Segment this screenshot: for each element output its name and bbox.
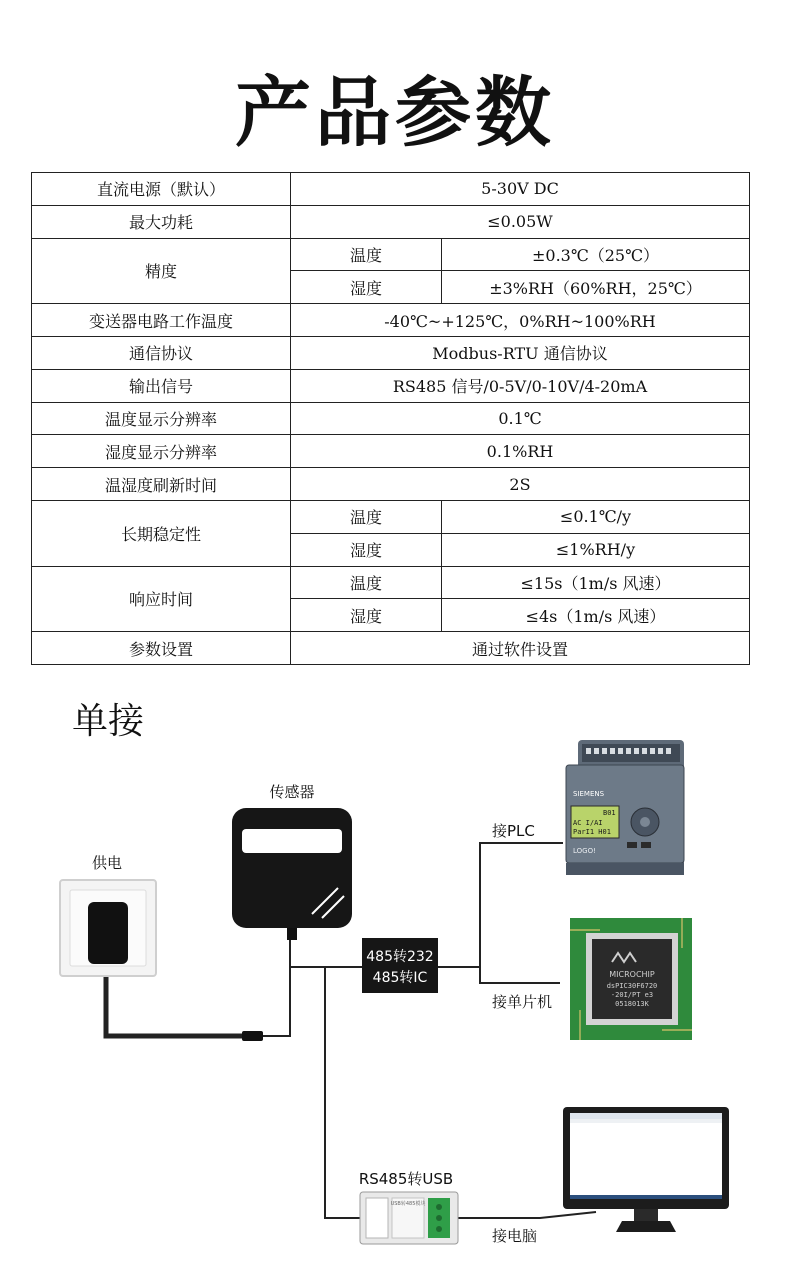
param-name: 最大功耗 xyxy=(32,205,291,238)
plc-model: LOGO! xyxy=(573,847,596,855)
sensor-label: 传感器 xyxy=(269,783,315,801)
sub-param: 湿度 xyxy=(291,533,442,566)
usb-converter-label: RS485转USB xyxy=(358,1170,454,1188)
usb-module-text: USB转485模块 xyxy=(390,1201,426,1207)
param-value: ≤15s（1m/s 风速） xyxy=(442,566,750,599)
sub-param: 温度 xyxy=(291,500,442,533)
param-name: 参数设置 xyxy=(32,632,291,665)
sub-param: 湿度 xyxy=(291,271,442,304)
param-name: 响应时间 xyxy=(32,566,291,632)
param-value: ±3%RH（60%RH，25℃） xyxy=(442,271,750,304)
pc-wire xyxy=(458,1212,596,1218)
power-wire xyxy=(262,940,290,1036)
chip-line2: -20I/PT e3 xyxy=(610,991,654,999)
sub-param: 湿度 xyxy=(291,599,442,632)
sensor-icon xyxy=(232,808,352,940)
sub-param: 温度 xyxy=(291,566,442,599)
param-name: 长期稳定性 xyxy=(32,500,291,566)
param-value: ±0.3℃（25℃） xyxy=(442,238,750,271)
param-value: ≤0.05W xyxy=(291,205,750,238)
plc-label: 接PLC xyxy=(492,822,535,840)
mcu-wire xyxy=(480,967,560,983)
mcu-label: 接单片机 xyxy=(492,993,553,1011)
param-value: ≤4s（1m/s 风速） xyxy=(442,599,750,632)
plc-screen-line3: ParI1 H01 xyxy=(573,828,611,836)
param-name: 精度 xyxy=(32,238,291,304)
chip-line1: dsPIC30F6720 xyxy=(606,982,658,990)
param-value: ≤1%RH/y xyxy=(442,533,750,566)
plc-screen-line2: AC I/AI xyxy=(573,819,603,827)
plc-screen-line1: B01 xyxy=(603,809,616,817)
converter-line1: 485转232 xyxy=(366,949,434,965)
page-title: 产品参数 xyxy=(235,68,555,157)
param-value: 通过软件设置 xyxy=(291,632,750,665)
param-name: 湿度显示分辨率 xyxy=(32,435,291,468)
param-value: -40℃~+125℃，0%RH~100%RH xyxy=(291,304,750,337)
chip-icon xyxy=(570,918,692,1040)
cable-connector xyxy=(242,1031,263,1041)
usb-converter-icon xyxy=(360,1192,458,1244)
power-label: 供电 xyxy=(91,854,123,872)
pc-label: 接电脑 xyxy=(492,1227,538,1245)
section-title: 单接 xyxy=(72,701,145,742)
param-name: 直流电源（默认） xyxy=(32,173,291,206)
param-value: 5-30V DC xyxy=(291,173,750,206)
chip-brand: MICROCHIP xyxy=(609,970,655,979)
param-value: RS485 信号/0-5V/0-10V/4-20mA xyxy=(291,369,750,402)
param-value: ≤0.1℃/y xyxy=(442,500,750,533)
sub-param: 温度 xyxy=(291,238,442,271)
param-name: 温湿度刷新时间 xyxy=(32,468,291,501)
plc-wire xyxy=(437,843,563,967)
usb-wire xyxy=(325,967,360,1218)
param-name: 通信协议 xyxy=(32,336,291,369)
chip-line3: 0518013K xyxy=(615,1000,649,1008)
converter-line2: 485转IC xyxy=(372,970,428,986)
param-value: 0.1%RH xyxy=(291,435,750,468)
param-name: 温度显示分辨率 xyxy=(32,402,291,435)
param-value: Modbus-RTU 通信协议 xyxy=(291,336,750,369)
power-socket-icon xyxy=(60,880,156,976)
plc-brand: SIEMENS xyxy=(573,790,605,798)
param-name: 变送器电路工作温度 xyxy=(32,304,291,337)
param-value: 0.1℃ xyxy=(291,402,750,435)
param-value: 2S xyxy=(291,468,750,501)
param-name: 输出信号 xyxy=(32,369,291,402)
